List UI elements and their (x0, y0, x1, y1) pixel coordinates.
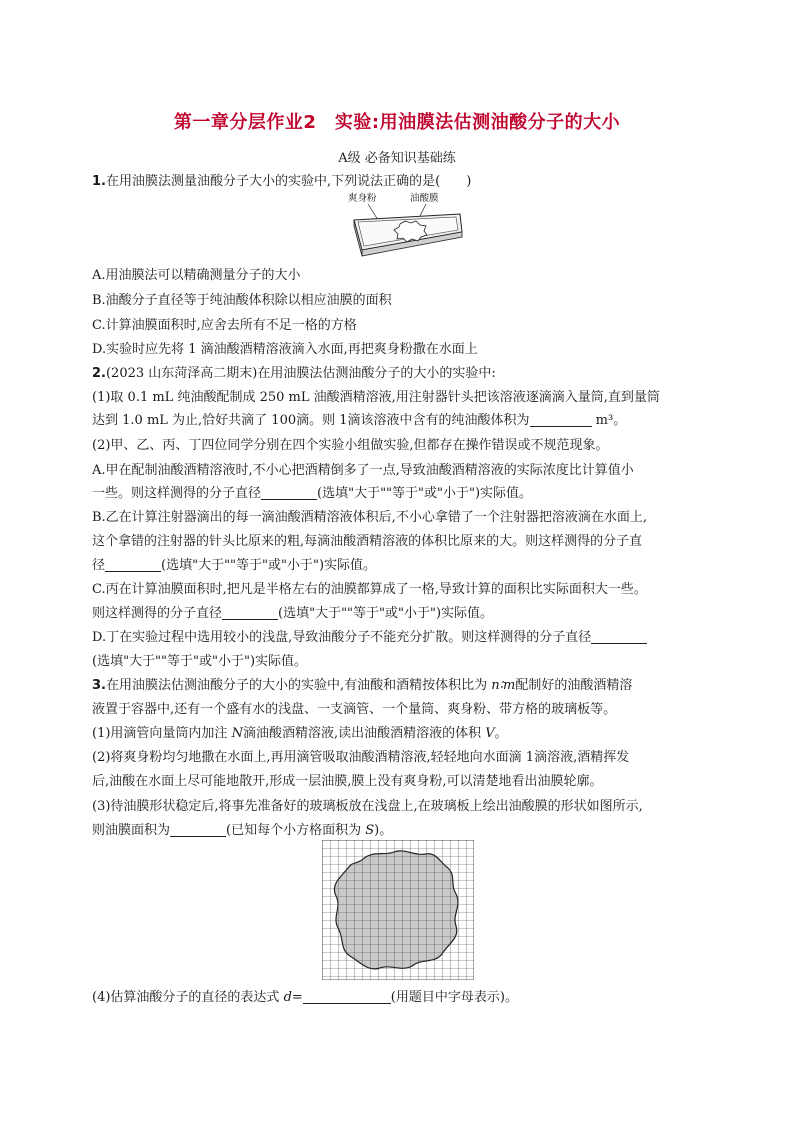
q3-stem-line2: 液置于容器中,还有一个盛有水的浅盘、一支滴管、一个量筒、爽身粉、带方格的玻璃板等。 (92, 702, 617, 717)
q2-d-line1: D.丁在实验过程中选用较小的浅盘,导致油酸分子不能充分扩散。则这样测得的分子直径 (92, 628, 732, 648)
answer-blank[interactable] (105, 557, 161, 572)
q3-stem-line1: 3.在用油膜法估测油酸分子的大小的实验中,有油酸和酒精按体积比为 n∶m配制好的油酸酒精溶 (92, 678, 633, 693)
q3-step3-line1: (3)待油膜形状稳定后,将事先准备好的玻璃板放在浅盘上,在玻璃板上绘出油酸膜的形状如图所示, (92, 799, 643, 814)
page-title: 第一章分层作业2 实验:用油膜法估测油酸分子的大小 (173, 112, 621, 133)
grid-oil-film-figure (322, 840, 474, 980)
q1-option-d: D.实验时应先将 1 滴油酸酒精溶液滴入水面,再把爽身粉撒在水面上 (92, 342, 478, 357)
q1-stem: 1.在用油膜法测量油酸分子大小的实验中,下列说法正确的是( ) (92, 174, 472, 189)
label-powder: 爽身粉 (348, 193, 377, 204)
q1-option-b: B.油酸分子直径等于纯油酸体积除以相应油膜的面积 (92, 293, 392, 308)
answer-blank[interactable] (303, 989, 391, 1004)
q1-option-a: A.用油膜法可以精确测量分子的大小 (92, 268, 301, 283)
q2-a-line1: A.甲在配制油酸酒精溶液时,不小心把酒精倒多了一点,导致油酸酒精溶液的实际浓度比计算值小 (92, 463, 634, 478)
answer-blank[interactable] (530, 412, 592, 427)
q3-step1: (1)用滴管向量筒内加注 N滴油酸酒精溶液,读出油酸酒精溶液的体积 V。 (92, 726, 508, 741)
section-level: A级 必备知识基础练 (338, 151, 456, 166)
q2-d-line2: (选填"大于""等于"或"小于")实际值。 (92, 654, 308, 669)
tray-figure (340, 190, 470, 258)
q2-part1-line1: (1)取 0.1 mL 纯油酸配制成 250 mL 油酸酒精溶液,用注射器针头把该溶液逐滴滴入量筒,直到量筒 (92, 390, 660, 405)
q2-c-line2: 则这样测得的分子直径 (选填"大于""等于"或"小于")实际值。 (92, 606, 494, 621)
q2-b-line3: 径 (选填"大于""等于"或"小于")实际值。 (92, 558, 377, 573)
q2-b-line1: B.乙在计算注射器滴出的每一滴油酸酒精溶液体积后,不小心拿错了一个注射器把溶液滴在水面上, (92, 510, 647, 525)
q2-number: 2. (92, 366, 106, 381)
answer-blank[interactable] (261, 485, 317, 500)
q3-step2-line2: 后,油酸在水面上尽可能地散开,形成一层油膜,膜上没有爽身粉,可以清楚地看出油膜轮廓。 (92, 774, 603, 789)
q2-stem: 2.(2023 山东菏泽高二期末)在用油膜法估测油酸分子的大小的实验中: (92, 366, 496, 381)
q1-option-c: C.计算油膜面积时,应舍去所有不足一格的方格 (92, 318, 357, 333)
q2-part1-line2: 达到 1.0 mL 为止,恰好共滴了 100滴。则 1滴该溶液中含有的纯油酸体积为 m³。 (92, 413, 627, 428)
q2-part2: (2)甲、乙、丙、丁四位同学分别在四个实验小组做实验,但都存在操作错误或不规范现象。 (92, 438, 609, 453)
answer-blank[interactable] (591, 629, 647, 644)
q2-c-line1: C.丙在计算油膜面积时,把凡是半格左右的油膜都算成了一格,导致计算的面积比实际面积大一些。 (92, 582, 647, 597)
q2-b-line2: 这个拿错的注射器的针头比原来的粗,每滴油酸酒精溶液的体积比原来的大。则这样测得的分子直 (92, 534, 643, 549)
answer-blank[interactable] (170, 822, 226, 837)
q3-number: 3. (92, 678, 106, 693)
q3-step2-line1: (2)将爽身粉均匀地撒在水面上,再用滴管吸取油酸酒精溶液,轻轻地向水面滴 1滴溶液,酒精挥发 (92, 750, 630, 765)
q2-a-line2: 一些。则这样测得的分子直径 (选填"大于""等于"或"小于")实际值。 (92, 486, 533, 501)
answer-blank[interactable] (222, 605, 278, 620)
q3-step3-line2: 则油膜面积为 (已知每个小方格面积为 S)。 (92, 823, 393, 838)
q1-number: 1. (92, 174, 106, 189)
q3-step4: (4)估算油酸分子的直径的表达式 d= (用题目中字母表示)。 (92, 990, 518, 1005)
label-film: 油酸膜 (410, 193, 439, 204)
